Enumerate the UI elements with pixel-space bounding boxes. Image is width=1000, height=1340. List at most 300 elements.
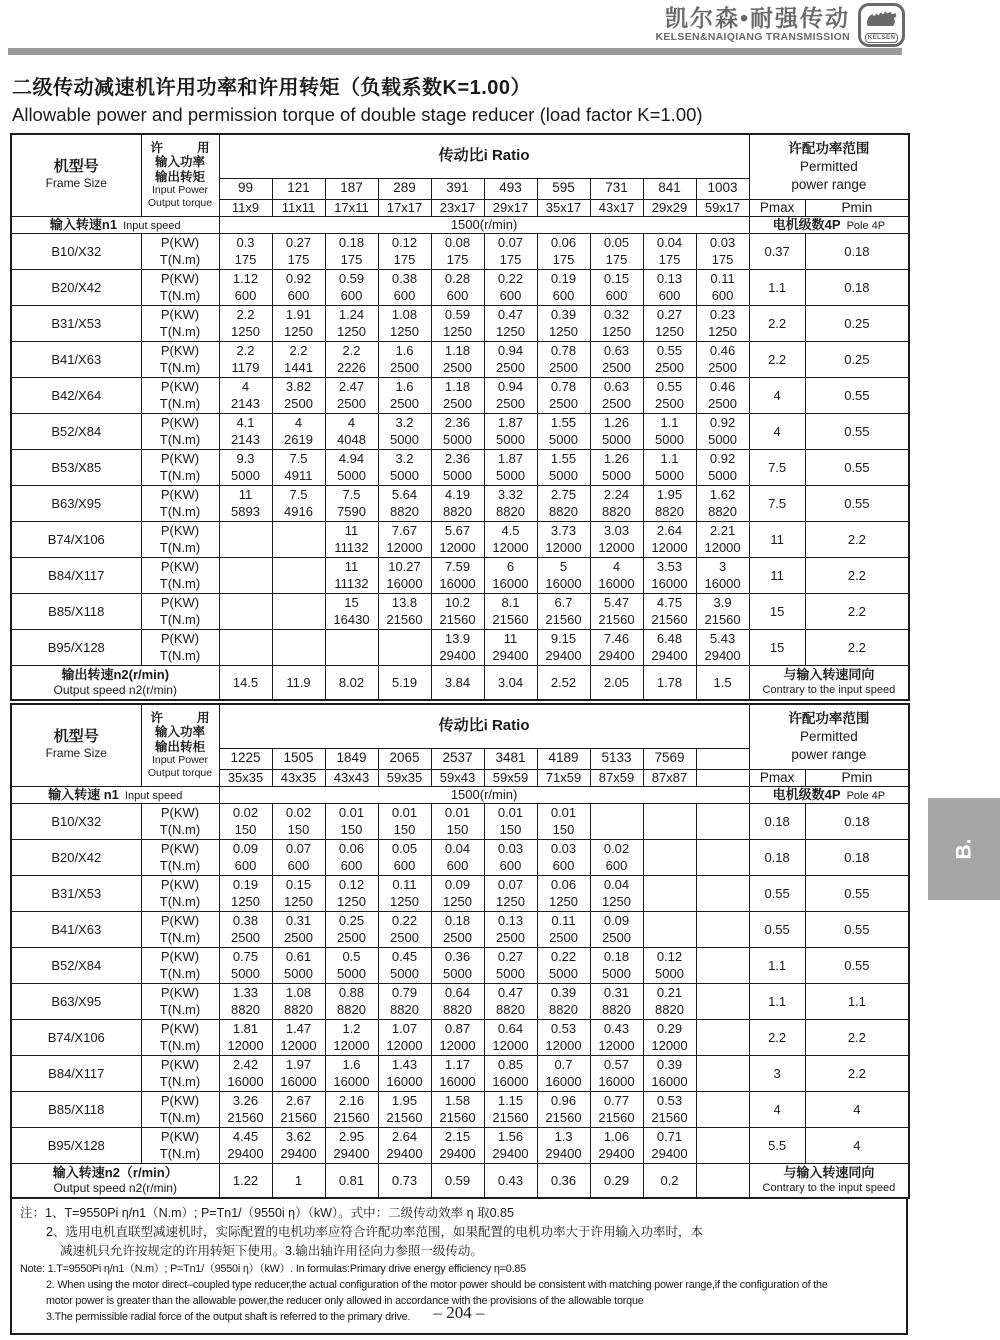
t-value: 5893 <box>231 504 260 520</box>
t-value: 16000 <box>439 1074 476 1090</box>
t-label: T(N.m) <box>159 1002 201 1018</box>
p-value: 0.01 <box>497 805 524 821</box>
t-label: T(N.m) <box>159 360 201 376</box>
t-value: 1250 <box>602 324 631 340</box>
t-value: 29400 <box>492 648 529 664</box>
p-value: 3.73 <box>550 523 577 539</box>
t-value: 2500 <box>708 396 738 412</box>
p-value: 0.09 <box>444 877 471 893</box>
t-label: T(N.m) <box>159 504 201 520</box>
model-cell: B84/X117 <box>11 1055 141 1091</box>
stage-combo-cell: 87x59 <box>590 769 643 786</box>
t-value: 12000 <box>333 1038 370 1054</box>
t-value: 1250 <box>496 324 525 340</box>
output-speed-value: 1.78 <box>643 665 696 700</box>
t-value: 12000 <box>386 540 423 556</box>
pt-value-cell <box>696 593 749 629</box>
p-value: 0.55 <box>656 379 683 395</box>
p-value: 1.43 <box>391 1057 418 1073</box>
output-torque-label-zh: 输出转矩 <box>154 169 205 184</box>
pt-value-cell <box>378 413 431 449</box>
p-value: 4.5 <box>501 523 520 539</box>
p-value: 0.11 <box>551 913 576 929</box>
pt-value-cell <box>643 803 696 839</box>
p-value: 0.46 <box>709 343 736 359</box>
pt-value-cell <box>431 983 484 1019</box>
p-value: 6.48 <box>656 631 683 647</box>
t-value: 16000 <box>386 1074 423 1090</box>
p-value: 1.18 <box>444 343 471 359</box>
model-cell: B31/X53 <box>11 305 141 341</box>
pt-value-cell <box>378 1091 431 1127</box>
pt-value-cell <box>272 341 325 377</box>
table-row <box>11 413 909 449</box>
pt-value-cell <box>696 629 749 665</box>
output-speed-value: 0.29 <box>590 1163 643 1198</box>
t-value: 1250 <box>443 894 472 910</box>
p-label: P(KW) <box>160 559 200 575</box>
pt-value-cell <box>484 557 537 593</box>
pt-value-cell <box>431 911 484 947</box>
t-value: 175 <box>605 252 628 268</box>
p-value: 4 <box>294 415 303 431</box>
pt-value-cell <box>484 413 537 449</box>
t-value: 12000 <box>545 540 582 556</box>
pt-label-cell <box>141 875 219 911</box>
table1-section <box>10 133 910 701</box>
output-speed-value: 3.84 <box>431 665 484 700</box>
t-value: 175 <box>340 252 363 268</box>
table-row <box>11 629 909 665</box>
model-cell: B95/X128 <box>11 629 141 665</box>
pt-value-cell <box>590 1055 643 1091</box>
pmax-value: 1.1 <box>749 983 805 1019</box>
output-speed-value: 0.43 <box>484 1163 537 1198</box>
pt-value-cell <box>325 413 378 449</box>
t-value: 2143 <box>231 432 260 448</box>
output-speed-value: 1.22 <box>219 1163 272 1198</box>
p-value: 0.64 <box>497 1021 524 1037</box>
t-value: 29400 <box>598 648 635 664</box>
t-value: 1250 <box>549 894 578 910</box>
p-value: 0.01 <box>338 805 365 821</box>
pt-value-cell <box>484 1055 537 1091</box>
p-value: 3.82 <box>285 379 312 395</box>
p-value: 0.79 <box>391 985 418 1001</box>
t-value: 8820 <box>602 504 631 520</box>
p-value: 1.07 <box>391 1021 418 1037</box>
t-value: 5000 <box>496 468 525 484</box>
pt-value-cell <box>431 305 484 341</box>
p-label: P(KW) <box>160 631 200 647</box>
pt-value-cell <box>378 839 431 875</box>
p-value: 1.17 <box>444 1057 471 1073</box>
pt-value-cell <box>378 449 431 485</box>
p-value: 0.12 <box>391 235 418 251</box>
pt-value-cell <box>378 911 431 947</box>
t-value: 150 <box>499 822 522 838</box>
p-value: 6 <box>506 559 515 575</box>
p-value: 0.02 <box>232 805 259 821</box>
t-value: 2500 <box>549 396 578 412</box>
p-label: P(KW) <box>160 949 200 965</box>
t-value: 12000 <box>651 1038 688 1054</box>
p-value: 0.39 <box>550 307 577 323</box>
p-value: 2.42 <box>232 1057 259 1073</box>
p-value: 0.19 <box>232 877 259 893</box>
t-value: 12000 <box>545 1038 582 1054</box>
t-label: T(N.m) <box>159 1110 201 1126</box>
t-value: 150 <box>340 822 363 838</box>
pt-value-cell <box>484 485 537 521</box>
pt-value-cell <box>378 983 431 1019</box>
t-value: 29400 <box>227 1146 264 1162</box>
t-value: 8820 <box>602 1002 631 1018</box>
pt-value-cell <box>590 1127 643 1163</box>
pmin-value: 0.55 <box>805 947 909 983</box>
pt-label-cell <box>141 947 219 983</box>
p-value: 0.27 <box>285 235 312 251</box>
pmax-value: 1.1 <box>749 269 805 305</box>
input-power-label-en: Input Power <box>151 754 209 767</box>
p-value: 0.28 <box>444 271 471 287</box>
t-value: 4911 <box>284 468 313 484</box>
motor-pole-en: Pole 4P <box>846 219 886 232</box>
pt-value-cell <box>378 875 431 911</box>
pt-value-cell <box>219 1019 272 1055</box>
pt-label-cell <box>141 803 219 839</box>
pt-value-cell <box>325 233 378 269</box>
p-value: 1.6 <box>395 343 414 359</box>
p-value: 0.19 <box>550 271 577 287</box>
p-value: 0.13 <box>656 271 683 287</box>
t-value: 5000 <box>443 468 472 484</box>
model-cell: B53/X85 <box>11 449 141 485</box>
t-value: 12000 <box>492 1038 529 1054</box>
p-value: 1.26 <box>603 451 630 467</box>
output-speed-row-label <box>11 665 219 700</box>
t-value: 5000 <box>602 432 631 448</box>
pt-value-cell <box>431 521 484 557</box>
t-value: 12000 <box>227 1038 264 1054</box>
t-value: 600 <box>393 858 416 874</box>
t-value: 16000 <box>227 1074 264 1090</box>
t-label: T(N.m) <box>159 858 201 874</box>
p-value: 4.1 <box>236 415 255 431</box>
pt-value-cell <box>484 341 537 377</box>
t-value: 2500 <box>496 396 525 412</box>
p-value: 3 <box>718 559 727 575</box>
t-value: 5000 <box>549 432 578 448</box>
t-value: 600 <box>287 858 310 874</box>
ratio-value-cell: 841 <box>643 178 696 199</box>
pmax-value: 7.5 <box>749 485 805 521</box>
p-value: 13.8 <box>391 595 418 611</box>
ratio-value-cell <box>696 748 749 769</box>
pt-value-cell <box>590 1019 643 1055</box>
t-value: 600 <box>499 858 522 874</box>
output-speed-value: 1.5 <box>696 665 749 700</box>
pt-value-cell <box>590 839 643 875</box>
t-value: 2500 <box>443 930 472 946</box>
stage-combo-cell: 11x9 <box>219 199 272 216</box>
table-row <box>11 875 909 911</box>
pt-value-cell <box>537 269 590 305</box>
pt-value-cell <box>272 803 325 839</box>
t-value: 600 <box>711 288 734 304</box>
t-value: 2500 <box>390 360 419 376</box>
p-value: 0.02 <box>285 805 312 821</box>
pt-value-cell <box>378 557 431 593</box>
p-value: 0.03 <box>709 235 736 251</box>
pt-value-cell <box>219 875 272 911</box>
p-value: 8.1 <box>501 595 520 611</box>
pt-value-cell <box>590 1091 643 1127</box>
stage-combo-cell: 11x11 <box>272 199 325 216</box>
t-value: 600 <box>446 858 469 874</box>
p-value: 0.25 <box>338 913 365 929</box>
t-value: 2500 <box>549 930 578 946</box>
t-value: 16000 <box>492 576 529 592</box>
pt-value-cell <box>643 983 696 1019</box>
p-value: 0.47 <box>497 307 524 323</box>
stage-combo-cell <box>696 769 749 786</box>
pt-value-cell <box>272 1019 325 1055</box>
p-value: 2.21 <box>709 523 736 539</box>
pt-value-cell <box>643 629 696 665</box>
stage-combo-cell: 87x87 <box>643 769 696 786</box>
table-row <box>11 839 909 875</box>
pt-value-cell <box>696 521 749 557</box>
pt-label-cell <box>141 269 219 305</box>
p-value: 1.33 <box>232 985 259 1001</box>
p-value: 0.18 <box>338 235 365 251</box>
t-value: 8820 <box>496 1002 525 1018</box>
pt-value-cell <box>431 839 484 875</box>
p-value: 1.3 <box>554 1129 573 1145</box>
p-value: 3.2 <box>395 451 414 467</box>
t-value: 21560 <box>651 1110 688 1126</box>
pt-value-cell <box>325 1055 378 1091</box>
pt-value-cell <box>643 1127 696 1163</box>
p-value: 0.12 <box>338 877 365 893</box>
t-value: 8820 <box>549 1002 578 1018</box>
output-speed-value: 5.19 <box>378 665 431 700</box>
p-value: 0.32 <box>603 307 630 323</box>
p-value: 5 <box>559 559 568 575</box>
pt-value-cell <box>643 413 696 449</box>
pt-value-cell <box>272 629 325 665</box>
pt-value-cell <box>219 947 272 983</box>
pt-value-cell <box>537 449 590 485</box>
pmax-value: 1.1 <box>749 947 805 983</box>
t-value: 7590 <box>337 504 366 520</box>
t-label: T(N.m) <box>159 822 201 838</box>
p-value: 7.5 <box>289 487 308 503</box>
p-value: 0.12 <box>656 949 683 965</box>
pt-value-cell <box>325 983 378 1019</box>
t-label: T(N.m) <box>159 288 201 304</box>
t-value: 5000 <box>655 468 684 484</box>
t-value: 16000 <box>386 576 423 592</box>
t-value: 1250 <box>337 324 366 340</box>
pt-value-cell <box>219 983 272 1019</box>
p-value: 1.95 <box>391 1093 418 1109</box>
t-value: 5000 <box>284 966 313 982</box>
frame-size-label-en: Frame Size <box>45 746 107 761</box>
p-value: 2.75 <box>550 487 577 503</box>
p-value: 1.08 <box>391 307 418 323</box>
pt-value-cell <box>696 911 749 947</box>
p-value: 2.64 <box>656 523 683 539</box>
page-number: – 204 – <box>433 1303 485 1322</box>
t-value: 12000 <box>492 540 529 556</box>
pt-value-cell <box>590 803 643 839</box>
p-value: 9.3 <box>236 451 255 467</box>
pt-value-cell <box>537 413 590 449</box>
stage-combo-cell: 59x35 <box>378 769 431 786</box>
t-label: T(N.m) <box>159 894 201 910</box>
pt-value-cell <box>219 629 272 665</box>
pt-value-cell <box>696 1091 749 1127</box>
pt-value-cell <box>325 305 378 341</box>
p-value: 0.18 <box>444 913 471 929</box>
pt-value-cell <box>643 875 696 911</box>
p-value: 0.22 <box>550 949 577 965</box>
pt-value-cell <box>325 377 378 413</box>
p-label: P(KW) <box>160 841 200 857</box>
t-value: 175 <box>287 252 310 268</box>
ratio-value-cell: 1003 <box>696 178 749 199</box>
t-value: 12000 <box>651 540 688 556</box>
pt-value-cell <box>590 449 643 485</box>
p-value: 1.12 <box>232 271 259 287</box>
p-value: 1.6 <box>342 1057 361 1073</box>
pt-value-cell <box>272 593 325 629</box>
t-value: 16000 <box>492 1074 529 1090</box>
p-value: 0.53 <box>656 1093 683 1109</box>
t-value: 2500 <box>602 930 631 946</box>
pt-value-cell <box>484 1019 537 1055</box>
pt-value-cell <box>219 557 272 593</box>
pt-label-cell <box>141 449 219 485</box>
t-value: 1250 <box>231 324 260 340</box>
pt-value-cell <box>219 305 272 341</box>
t-value: 600 <box>287 288 310 304</box>
pt-value-cell <box>325 839 378 875</box>
t-value: 21560 <box>386 1110 423 1126</box>
ratio-value-cell: 2537 <box>431 748 484 769</box>
p-value: 0.59 <box>444 307 471 323</box>
pt-value-cell <box>431 377 484 413</box>
pt-value-cell <box>325 449 378 485</box>
t-value: 21560 <box>651 612 688 628</box>
output-speed-row <box>11 665 909 700</box>
page-title-en: Allowable power and permission torque of double stage reducer (load factor K=1.00) <box>12 104 703 125</box>
pt-value-cell <box>537 377 590 413</box>
p-value: 0.55 <box>656 343 683 359</box>
t-value: 600 <box>393 288 416 304</box>
p-value: 0.94 <box>497 379 524 395</box>
motor-pole-en: Pole 4P <box>846 789 886 802</box>
p-value: 0.03 <box>550 841 577 857</box>
permitted-range-en1: Permitted <box>799 158 858 174</box>
pt-value-cell <box>696 1055 749 1091</box>
pmax-value: 0.18 <box>749 839 805 875</box>
t-label: T(N.m) <box>159 1074 201 1090</box>
p-value: 1.87 <box>497 415 524 431</box>
direction-cell <box>749 665 909 700</box>
pt-value-cell <box>219 449 272 485</box>
t-value: 5000 <box>231 468 260 484</box>
t-value: 1250 <box>549 324 578 340</box>
pt-value-cell <box>378 521 431 557</box>
t-value: 21560 <box>545 612 582 628</box>
t-value: 21560 <box>598 612 635 628</box>
reducer-table-2 <box>10 703 910 1199</box>
pt-value-cell <box>643 233 696 269</box>
t-value: 21560 <box>545 1110 582 1126</box>
pt-value-cell <box>643 1091 696 1127</box>
pmin-value: 0.55 <box>805 875 909 911</box>
pt-value-cell <box>696 413 749 449</box>
t-value: 175 <box>658 252 681 268</box>
p-value: 3.03 <box>603 523 630 539</box>
pmax-value: 2.2 <box>749 341 805 377</box>
t-value: 21560 <box>492 1110 529 1126</box>
t-value: 5000 <box>443 432 472 448</box>
p-value: 1.55 <box>550 415 577 431</box>
pt-label-cell <box>141 839 219 875</box>
p-value: 2.36 <box>444 415 471 431</box>
t-value: 29400 <box>386 1146 423 1162</box>
t-value: 1250 <box>496 894 525 910</box>
pt-value-cell <box>378 305 431 341</box>
pt-value-cell <box>590 557 643 593</box>
t-value: 2619 <box>284 432 313 448</box>
pt-value-cell <box>696 485 749 521</box>
p-value: 0.3 <box>236 235 255 251</box>
p-value: 1.15 <box>497 1093 524 1109</box>
p-label: P(KW) <box>160 985 200 1001</box>
table-row <box>11 377 909 413</box>
t-value: 600 <box>605 858 628 874</box>
pmin-value: 0.25 <box>805 341 909 377</box>
direction-zh: 与输入转速同向 <box>783 667 875 683</box>
t-value: 2500 <box>337 930 366 946</box>
ratio-value-cell: 187 <box>325 178 378 199</box>
pt-value-cell <box>590 911 643 947</box>
p-label: P(KW) <box>160 415 200 431</box>
pt-value-cell <box>272 305 325 341</box>
pt-value-cell <box>378 629 431 665</box>
pt-value-cell <box>484 839 537 875</box>
t-value: 1250 <box>284 894 313 910</box>
note-line: Note: 1.T=9550Pi η/n1（N.m）; P=Tn1/（9550i η）（kW）. In formulas:Primary drive energy efficiency η=0.85 <box>20 1263 526 1275</box>
pt-value-cell <box>590 413 643 449</box>
pt-label-cell <box>141 1019 219 1055</box>
pt-value-cell <box>219 911 272 947</box>
t-label: T(N.m) <box>159 540 201 556</box>
output-speed-row-label <box>11 1163 219 1198</box>
input-power-header <box>141 704 219 786</box>
model-cell: B84/X117 <box>11 557 141 593</box>
model-cell: B52/X84 <box>11 947 141 983</box>
p-value: 0.22 <box>391 913 418 929</box>
pt-value-cell <box>484 803 537 839</box>
pmin-value: 2.2 <box>805 557 909 593</box>
p-value: 15 <box>344 595 359 611</box>
